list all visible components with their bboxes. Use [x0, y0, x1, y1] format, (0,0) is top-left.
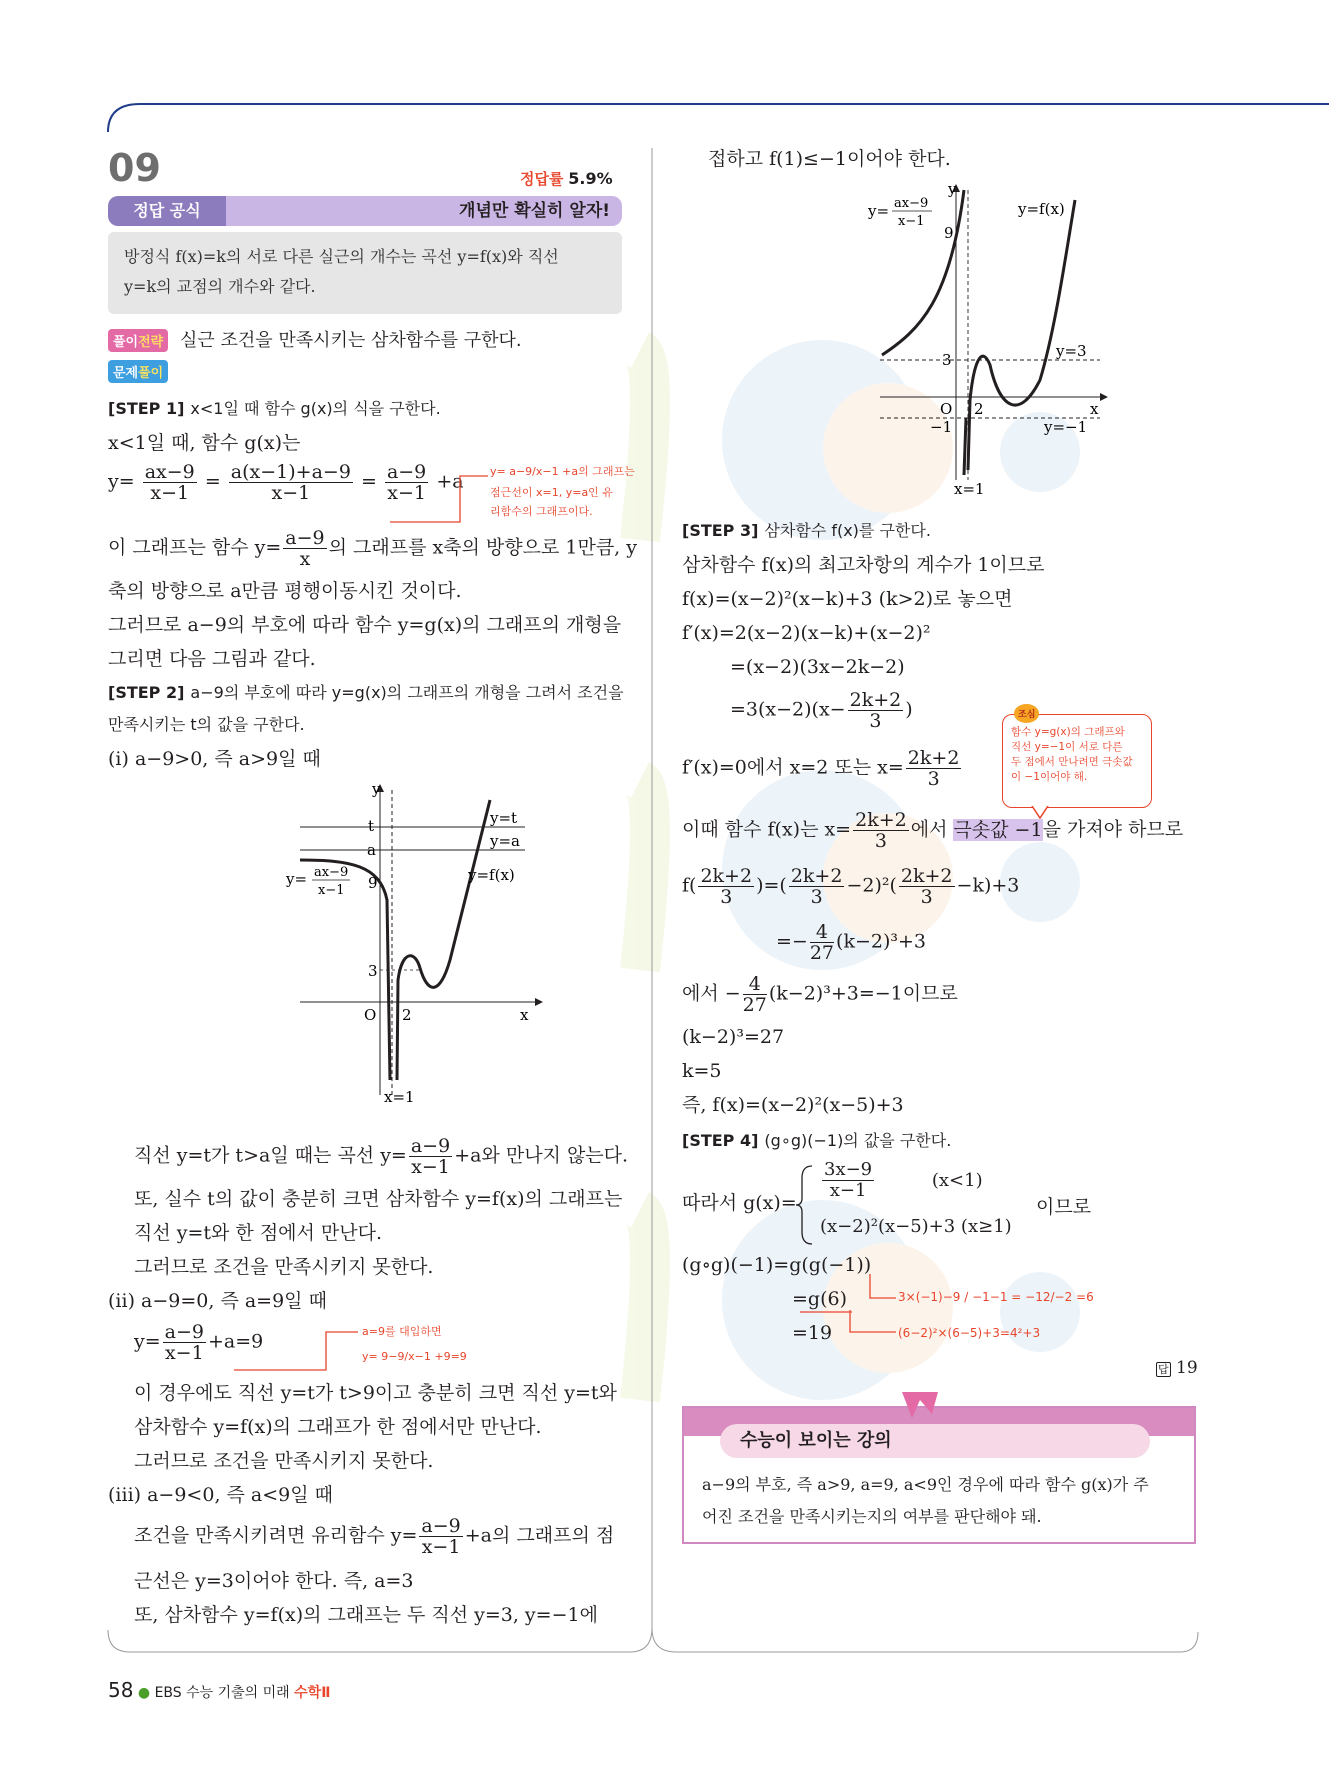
lecture-box [682, 1406, 1196, 1544]
r6d: 3 [927, 768, 940, 790]
g1-a: a [367, 841, 376, 859]
strategy-text: 실근 조건을 만족시키는 삼차함수를 구한다. [179, 330, 522, 351]
solution-badge-a: 문제 [113, 366, 139, 381]
step3-heading [682, 518, 931, 544]
c2-y: y= [134, 1330, 161, 1353]
note2 [362, 1324, 467, 1364]
r8c: −2)²( [846, 874, 897, 897]
r4: =(x−2)(3x−2k−2) [730, 656, 905, 678]
r8-frac1 [698, 866, 754, 907]
g2-yf: y=f(x) [1018, 200, 1065, 218]
r14-case1 [820, 1160, 983, 1201]
p6: 삼차함수 y=f(x)의 그래프가 한 점에서만 만난다. [134, 1416, 542, 1438]
p1-frac [409, 1136, 452, 1177]
x-axis-arrow [535, 998, 543, 1006]
p1 [134, 1136, 628, 1177]
footer [108, 1678, 330, 1702]
g1-ya: y=a [490, 832, 520, 850]
r7a: 이때 함수 f(x)는 x= [682, 818, 852, 841]
g2-nine: 9 [944, 224, 954, 242]
tip-line-3: 두 점에서 만나려면 극솟값 [1011, 756, 1133, 768]
note1-b: 점근선이 x=1, y=a인 유 [490, 486, 613, 499]
p7: 그러므로 조건을 만족시키지 못한다. [134, 1450, 434, 1472]
step4-text: (g∘g)(−1)의 값을 구한다. [764, 1131, 952, 1150]
l2d: x [299, 548, 311, 570]
g1-yg-n: ax−9 [314, 865, 349, 880]
problem-number: 09 [108, 146, 161, 190]
eq1-frac2 [229, 462, 353, 503]
r8d2: 3 [810, 886, 823, 908]
g2-y3: y=3 [1056, 342, 1087, 360]
formula-line-1: 방정식 f(x)=k의 서로 다른 실근의 개수는 곡선 y=f(x)와 직선 [124, 247, 559, 266]
note2-b: y= 9−9/x−1 +9=9 [362, 1350, 467, 1363]
correct-rate [520, 168, 613, 189]
eq1-n3: a−9 [386, 461, 427, 483]
eq1-tail: +a [436, 470, 464, 493]
r10d: 27 [742, 994, 767, 1016]
r7-highlight: 극솟값 −1 [953, 818, 1043, 841]
p4: 그러므로 조건을 만족시키지 못한다. [134, 1256, 434, 1278]
left-line-2 [108, 528, 637, 569]
r8b: )=( [756, 874, 787, 897]
case2-arrow [230, 1324, 370, 1374]
p1-a: 직선 y=t가 t>a일 때는 곡선 y= [134, 1144, 407, 1167]
step2-heading-2: 만족시키는 t의 값을 구한다. [108, 715, 305, 734]
formula-line-2: y=k의 교점의 개수와 같다. [124, 277, 316, 296]
g1-yf: y=f(x) [468, 866, 515, 884]
lecture-title: 수능이 보이는 강의 [720, 1424, 1150, 1458]
formula-box [108, 232, 622, 314]
g2-ym1: y=−1 [1044, 418, 1088, 436]
g2-y: y [948, 180, 957, 198]
p8-a: 조건을 만족시키려면 유리함수 y= [134, 1524, 418, 1547]
r8a: f( [682, 874, 697, 897]
r6a: f′(x)=0에서 x=2 또는 x= [682, 756, 904, 779]
left-line-1: x<1일 때, 함수 g(x)는 [108, 432, 301, 454]
eq1-eq2: = [360, 470, 377, 493]
r14c1: (x<1) [931, 1169, 983, 1191]
g1-two: 2 [402, 1006, 412, 1024]
step1-heading [108, 396, 441, 422]
r6 [682, 748, 963, 789]
r5b: ) [905, 698, 913, 721]
r7d: 3 [874, 830, 887, 852]
r0: 접하고 f(1)≤−1이어야 한다. [708, 148, 951, 170]
c2-tail: +a=9 [208, 1330, 264, 1353]
r11: (k−2)³=27 [682, 1026, 785, 1048]
r10b: (k−2)³+3=−1이므로 [768, 982, 958, 1005]
strategy-badge-a: 풀이 [113, 335, 139, 350]
g1-t: t [368, 817, 375, 835]
answer [1156, 1358, 1198, 1378]
r7n: 2k+2 [855, 809, 907, 831]
g2-yg-n: ax−9 [894, 196, 929, 211]
r9-frac [810, 922, 834, 963]
c2-frac [163, 1322, 206, 1363]
g1-three: 3 [368, 962, 378, 980]
tip-line-4: 이 −1이어야 해. [1011, 771, 1088, 783]
g1-nine: 9 [368, 874, 378, 892]
r15-arrows [800, 1270, 900, 1340]
rate-value: 5.9% [568, 169, 613, 188]
page-number: 58 [108, 1678, 134, 1702]
strategy-badge-b: 전략 [138, 335, 164, 350]
rate-label: 정답률 [520, 170, 564, 188]
g2-yg-l: y= [868, 202, 890, 220]
r5n: 2k+2 [849, 689, 902, 711]
r8d: 3 [720, 886, 733, 908]
note1-a: y= a−9/x−1 +a의 그래프는 [490, 465, 635, 478]
eq1-eq: = [204, 470, 221, 493]
r13: 즉, f(x)=(x−2)²(x−5)+3 [682, 1094, 904, 1116]
r8-frac2 [789, 866, 845, 907]
solution-badge-b: 풀이 [138, 366, 164, 381]
r14 [682, 1190, 797, 1216]
r5d: 3 [869, 710, 882, 732]
tip-line-2: 직선 y=−1이 서로 다른 [1011, 741, 1123, 753]
note3: 3×(−1)−9 / −1−1 = −12/−2 =6 [898, 1290, 1094, 1304]
step2-text: a−9의 부호에 따라 y=g(x)의 그래프의 개형을 그려서 조건을 [190, 683, 624, 702]
step2-label: [STEP 2] [108, 683, 185, 702]
step1-text: x<1일 때 함수 g(x)의 식을 구한다. [190, 399, 441, 418]
formula-bar-left: 정답 공식 [108, 196, 226, 226]
lecture-ribbon [890, 1392, 950, 1422]
p9: 근선은 y=3이어야 한다. 즉, a=3 [134, 1570, 414, 1592]
g2-x1: x=1 [954, 480, 985, 498]
r8e: −k)+3 [956, 874, 1020, 897]
l2-frac [283, 528, 326, 569]
g2-three: 3 [942, 351, 952, 369]
note1 [490, 464, 635, 519]
r14-frac [822, 1160, 874, 1201]
lecture-line-2: 어진 조건을 만족시키는지의 여부를 판단해야 돼. [702, 1507, 1042, 1526]
r5-frac [848, 690, 904, 731]
r9 [776, 922, 926, 963]
r10 [682, 974, 958, 1015]
r8n2: 2k+2 [790, 865, 843, 887]
r9a: =− [776, 930, 808, 953]
brace [796, 1164, 816, 1246]
r9d: 27 [809, 942, 835, 964]
g1-yg-d: x−1 [318, 883, 345, 898]
formula-bar [108, 196, 622, 226]
formula-bar-right: 개념만 확실히 알자! [459, 201, 610, 221]
p3: 직선 y=t와 한 점에서 만난다. [134, 1222, 383, 1244]
r7b: 에서 [910, 818, 948, 841]
step3-text: 삼차함수 f(x)를 구한다. [764, 521, 931, 540]
left-line-5: 그리면 다음 그림과 같다. [108, 648, 316, 670]
p8-b: +a의 그래프의 점 [464, 1524, 615, 1547]
g2-two: 2 [974, 400, 984, 418]
l2b: 의 그래프를 x축의 방향으로 1만큼, y [328, 536, 637, 559]
c2d: x−1 [164, 1342, 204, 1364]
step3-label: [STEP 3] [682, 521, 759, 540]
r8n3: 2k+2 [900, 865, 953, 887]
left-line-3: 축의 방향으로 a만큼 평행이동시킨 것이다. [108, 580, 462, 602]
g1-y: y [372, 780, 381, 798]
p5: 이 경우에도 직선 y=t가 t>9이고 충분히 크면 직선 y=t와 [134, 1382, 617, 1404]
tip-callout [1002, 714, 1152, 808]
eq1-d2: x−1 [271, 482, 311, 504]
book-title: EBS 수능 기출의 미래 [154, 1685, 290, 1701]
r3: f′(x)=2(x−2)(x−k)+(x−2)² [682, 622, 931, 644]
c2n: a−9 [164, 1321, 204, 1343]
graph-case3 [860, 180, 1120, 500]
g1-x: x [520, 1006, 529, 1024]
r12: k=5 [682, 1060, 722, 1082]
r10a: 에서 − [682, 982, 741, 1005]
r7c: 을 가져야 하므로 [1042, 818, 1184, 841]
case2: (ii) a−9=0, 즉 a=9일 때 [108, 1290, 327, 1312]
p1n: a−9 [410, 1135, 451, 1157]
step1-label: [STEP 1] [108, 399, 185, 418]
subject: 수학Ⅱ [294, 1685, 331, 1701]
eq1-d3: x−1 [387, 482, 426, 504]
answer-icon: 답 [1158, 1363, 1169, 1376]
r14b: 이므로 [1036, 1196, 1092, 1218]
eq1-frac1 [143, 462, 197, 503]
r1: 삼차함수 f(x)의 최고차항의 계수가 1이므로 [682, 554, 1045, 576]
g1-yt: y=t [490, 809, 518, 827]
p1-b: +a와 만나지 않는다. [454, 1144, 629, 1167]
p8 [134, 1516, 614, 1557]
r8-frac3 [899, 866, 955, 907]
g2-m1: −1 [930, 418, 953, 436]
step2-heading [108, 680, 624, 706]
p10: 또, 삼차함수 y=f(x)의 그래프는 두 직선 y=3, y=−1에 [134, 1604, 598, 1626]
r10n: 4 [743, 974, 767, 995]
tip-badge: 조심 [1014, 704, 1039, 723]
r8 [682, 866, 1019, 907]
r5a: =3(x−2)(x− [730, 698, 846, 721]
case3: (iii) a−9<0, 즉 a<9일 때 [108, 1484, 333, 1506]
r15: (g∘g)(−1)=g(g(−1)) [682, 1254, 872, 1276]
r8n: 2k+2 [700, 865, 753, 887]
r14-case2: (x−2)²(x−5)+3 (x≥1) [820, 1216, 1012, 1237]
r2: f(x)=(x−2)²(x−k)+3 (k>2)로 놓으면 [682, 588, 1013, 610]
note1-c: 리함수의 그래프이다. [490, 505, 593, 518]
g2-x: x [1090, 400, 1099, 418]
note2-a: a=9를 대입하면 [362, 1325, 442, 1338]
tip-line-1: 함수 y=g(x)의 그래프와 [1011, 726, 1125, 738]
eq1-n2: a(x−1)+a−9 [230, 461, 351, 483]
eq1-d1: x−1 [150, 482, 190, 504]
p1d: x−1 [411, 1156, 450, 1178]
left-line-4: 그러므로 a−9의 부호에 따라 함수 y=g(x)의 그래프의 개형을 [108, 614, 622, 636]
r6-frac [906, 748, 962, 789]
x-axis-arrow-2 [1100, 393, 1108, 401]
r7-frac [853, 810, 909, 851]
r16: =g(6) [792, 1288, 847, 1310]
strategy-row [108, 326, 522, 352]
eq1-arrow [380, 470, 490, 530]
eq1-y: y= [108, 470, 135, 493]
answer-value: 19 [1176, 1358, 1198, 1378]
g1-O: O [364, 1006, 377, 1024]
note4: (6−2)²×(6−5)+3=4²+3 [898, 1326, 1041, 1340]
g1-yg-l: y= [286, 870, 308, 888]
r9b: (k−2)³+3 [836, 930, 927, 953]
p2: 또, 실수 t의 값이 충분히 크면 삼차함수 y=f(x)의 그래프는 [134, 1188, 623, 1210]
step4-label: [STEP 4] [682, 1131, 759, 1150]
r14n: 3x−9 [824, 1159, 873, 1180]
p8n: a−9 [421, 1515, 461, 1537]
l2a: 이 그래프는 함수 y= [108, 536, 282, 559]
r6n: 2k+2 [907, 747, 960, 769]
r9n: 4 [810, 922, 834, 943]
footer-dot: ● [137, 1685, 151, 1701]
graph-case1 [280, 780, 570, 1110]
r14a: 따라서 g(x)= [682, 1192, 797, 1214]
l2n: a−9 [285, 527, 325, 549]
case1: (i) a−9>0, 즉 a>9일 때 [108, 748, 321, 770]
r5 [730, 690, 913, 731]
r14d: x−1 [829, 1180, 867, 1201]
g2-yg-d: x−1 [898, 214, 925, 229]
step4-heading [682, 1128, 951, 1154]
r17: =19 [792, 1322, 833, 1344]
solution-badge-inner [108, 360, 168, 383]
lecture-line-1: a−9의 부호, 즉 a>9, a=9, a<9인 경우에 따라 함수 g(x)가 주 [702, 1475, 1149, 1494]
solution-badge [108, 360, 168, 383]
r10-frac [743, 974, 767, 1015]
g1-x1: x=1 [384, 1088, 415, 1106]
r8d3: 3 [920, 886, 933, 908]
r7 [682, 810, 1183, 851]
g2-O: O [940, 400, 953, 418]
p8-frac [419, 1516, 462, 1557]
strategy-badge [108, 329, 168, 352]
eq1-n1: ax−9 [144, 461, 195, 483]
p8d: x−1 [421, 1536, 461, 1558]
